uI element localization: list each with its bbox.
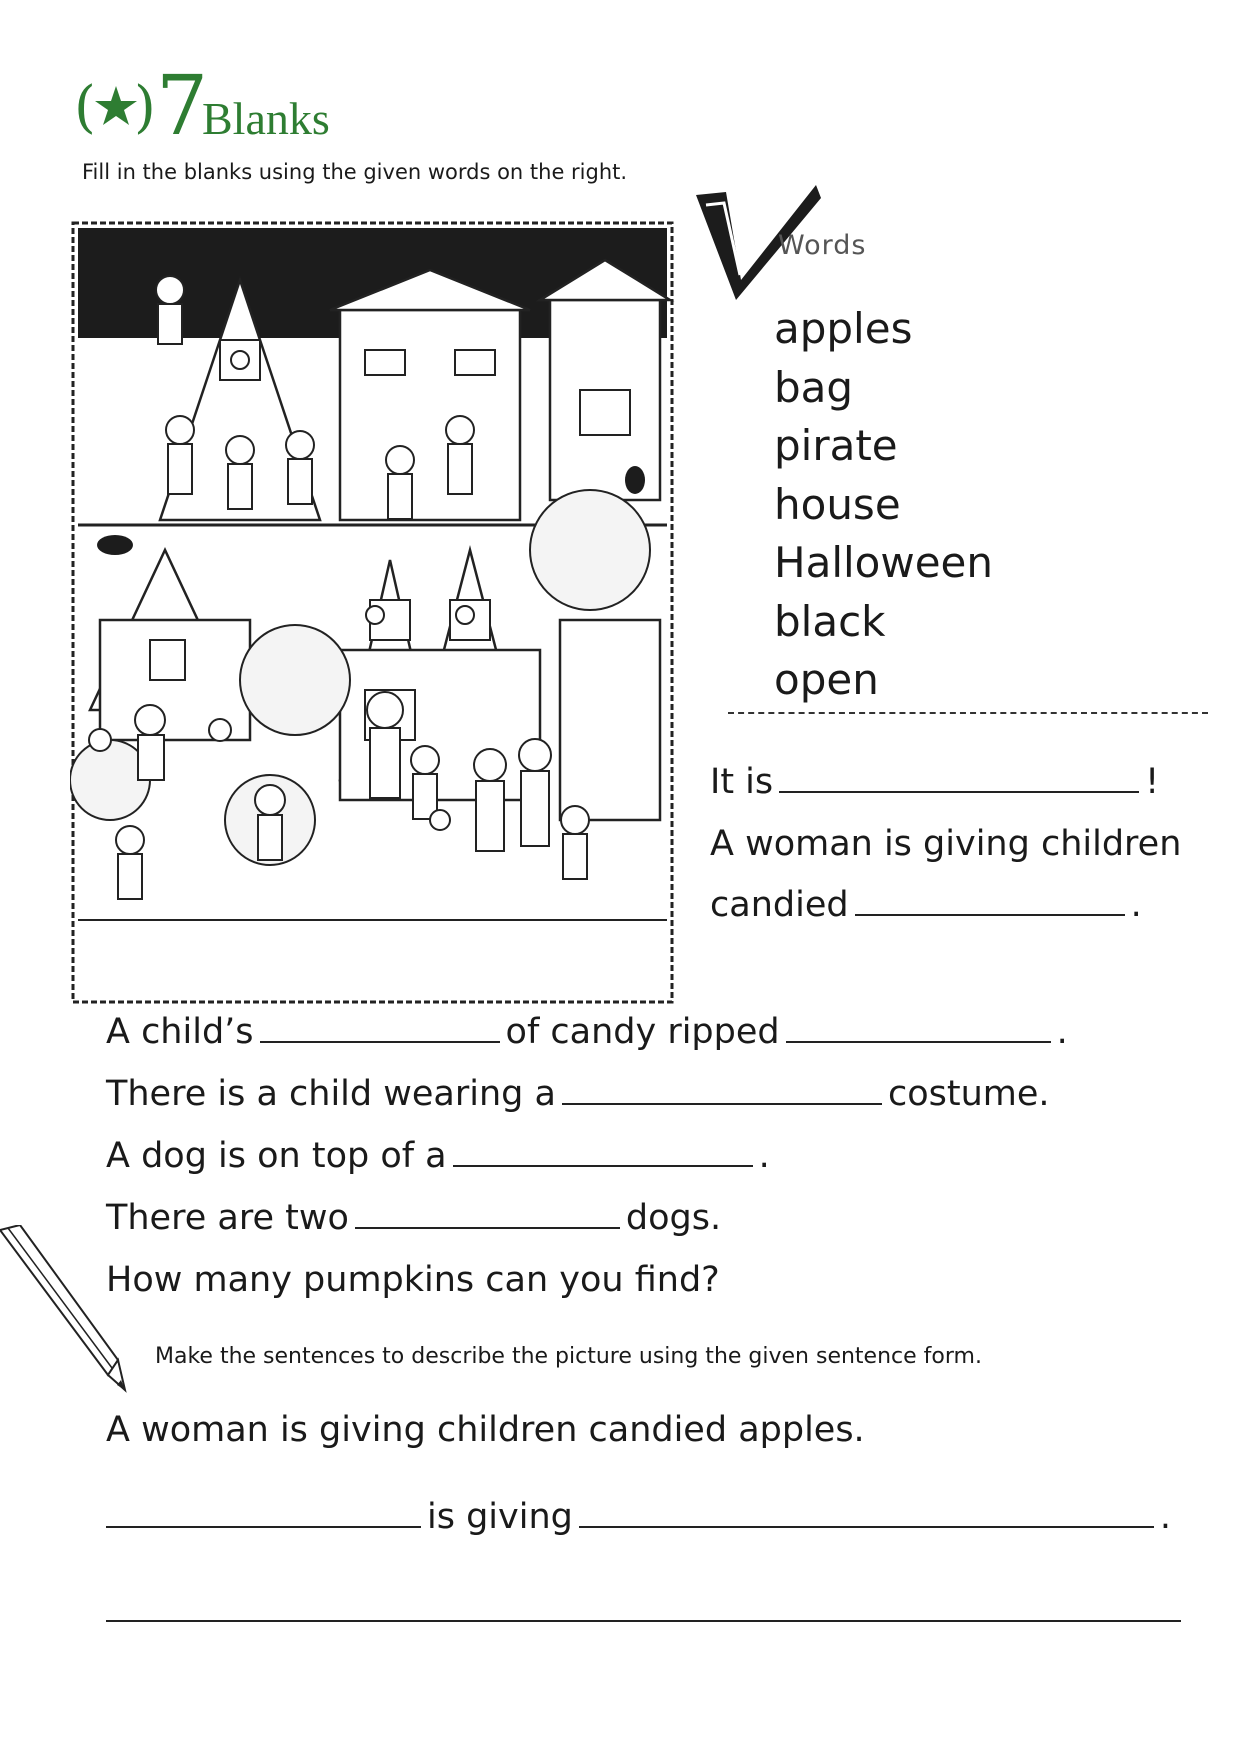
sentence-form	[106, 1497, 1171, 1537]
sentence-8	[106, 1260, 720, 1300]
sentence-text: How many pumpkins can you find?	[106, 1260, 720, 1300]
star-icon	[95, 86, 137, 125]
sentence-text: .	[1159, 1497, 1172, 1537]
word-bank-list	[774, 300, 993, 710]
answer-blank[interactable]	[106, 1526, 421, 1528]
word-bank-item: black	[774, 596, 886, 646]
answer-blank[interactable]	[562, 1103, 882, 1105]
sentence-text: candied	[710, 885, 849, 925]
example-sentence: A woman is giving children candied apples.	[106, 1410, 865, 1450]
sentence-text: !	[1145, 762, 1160, 802]
answer-blank[interactable]	[260, 1041, 500, 1043]
sentence-4	[106, 1012, 1068, 1052]
sentence-text: .	[1056, 1012, 1068, 1052]
svg-text:): )	[134, 75, 156, 140]
logo-title: Blanks	[202, 93, 330, 144]
sentence-text: is giving	[427, 1497, 573, 1537]
answer-blank[interactable]	[855, 914, 1125, 916]
sentence-7	[106, 1198, 721, 1238]
sentence-6	[106, 1136, 770, 1176]
sentence-text: dogs.	[625, 1198, 722, 1238]
word-bank-item: pirate	[774, 421, 898, 470]
sentence-2	[710, 824, 1181, 864]
sentence-text: There is a child wearing a	[106, 1074, 556, 1114]
answer-blank[interactable]	[786, 1041, 1051, 1043]
sentence-text: of candy ripped	[505, 1012, 780, 1052]
dashed-divider	[728, 712, 1208, 714]
word-bank-item: open	[774, 655, 879, 704]
sentence-text: .	[1130, 885, 1142, 925]
sentence-1	[710, 762, 1159, 802]
section-2-instructions: Make the sentences to describe the picture using the given sentence form.	[155, 1344, 982, 1369]
word-bank-item: Halloween	[774, 538, 994, 587]
sentence-text: costume.	[887, 1074, 1050, 1114]
word-bank-item: bag	[774, 362, 854, 412]
answer-blank[interactable]	[579, 1526, 1154, 1528]
worksheet-logo	[74, 56, 374, 146]
word-bank-item: house	[774, 479, 901, 529]
answer-blank[interactable]	[453, 1165, 753, 1167]
logo-number: 7	[156, 59, 209, 146]
answer-blank[interactable]	[355, 1227, 620, 1229]
sentence-5	[106, 1074, 1050, 1114]
sentence-text: A dog is on top of a	[106, 1136, 447, 1176]
sentence-text: It is	[710, 762, 774, 802]
pencil-icon	[0, 1225, 135, 1395]
word-bank-title: Words	[778, 230, 867, 261]
sentence-text: .	[758, 1136, 770, 1176]
svg-text:(: (	[74, 75, 96, 140]
word-bank-item: apples	[774, 304, 913, 353]
answer-line[interactable]	[106, 1620, 1181, 1622]
sentence-text: A child’s	[106, 1012, 254, 1052]
instructions: Fill in the blanks using the given words on the right.	[82, 160, 628, 184]
sentence-text: There are two	[106, 1198, 349, 1238]
sentence-text: A woman is giving children	[710, 824, 1182, 864]
answer-blank[interactable]	[779, 791, 1139, 793]
halloween-scene-picture	[70, 220, 675, 1005]
sentence-3	[710, 885, 1142, 925]
